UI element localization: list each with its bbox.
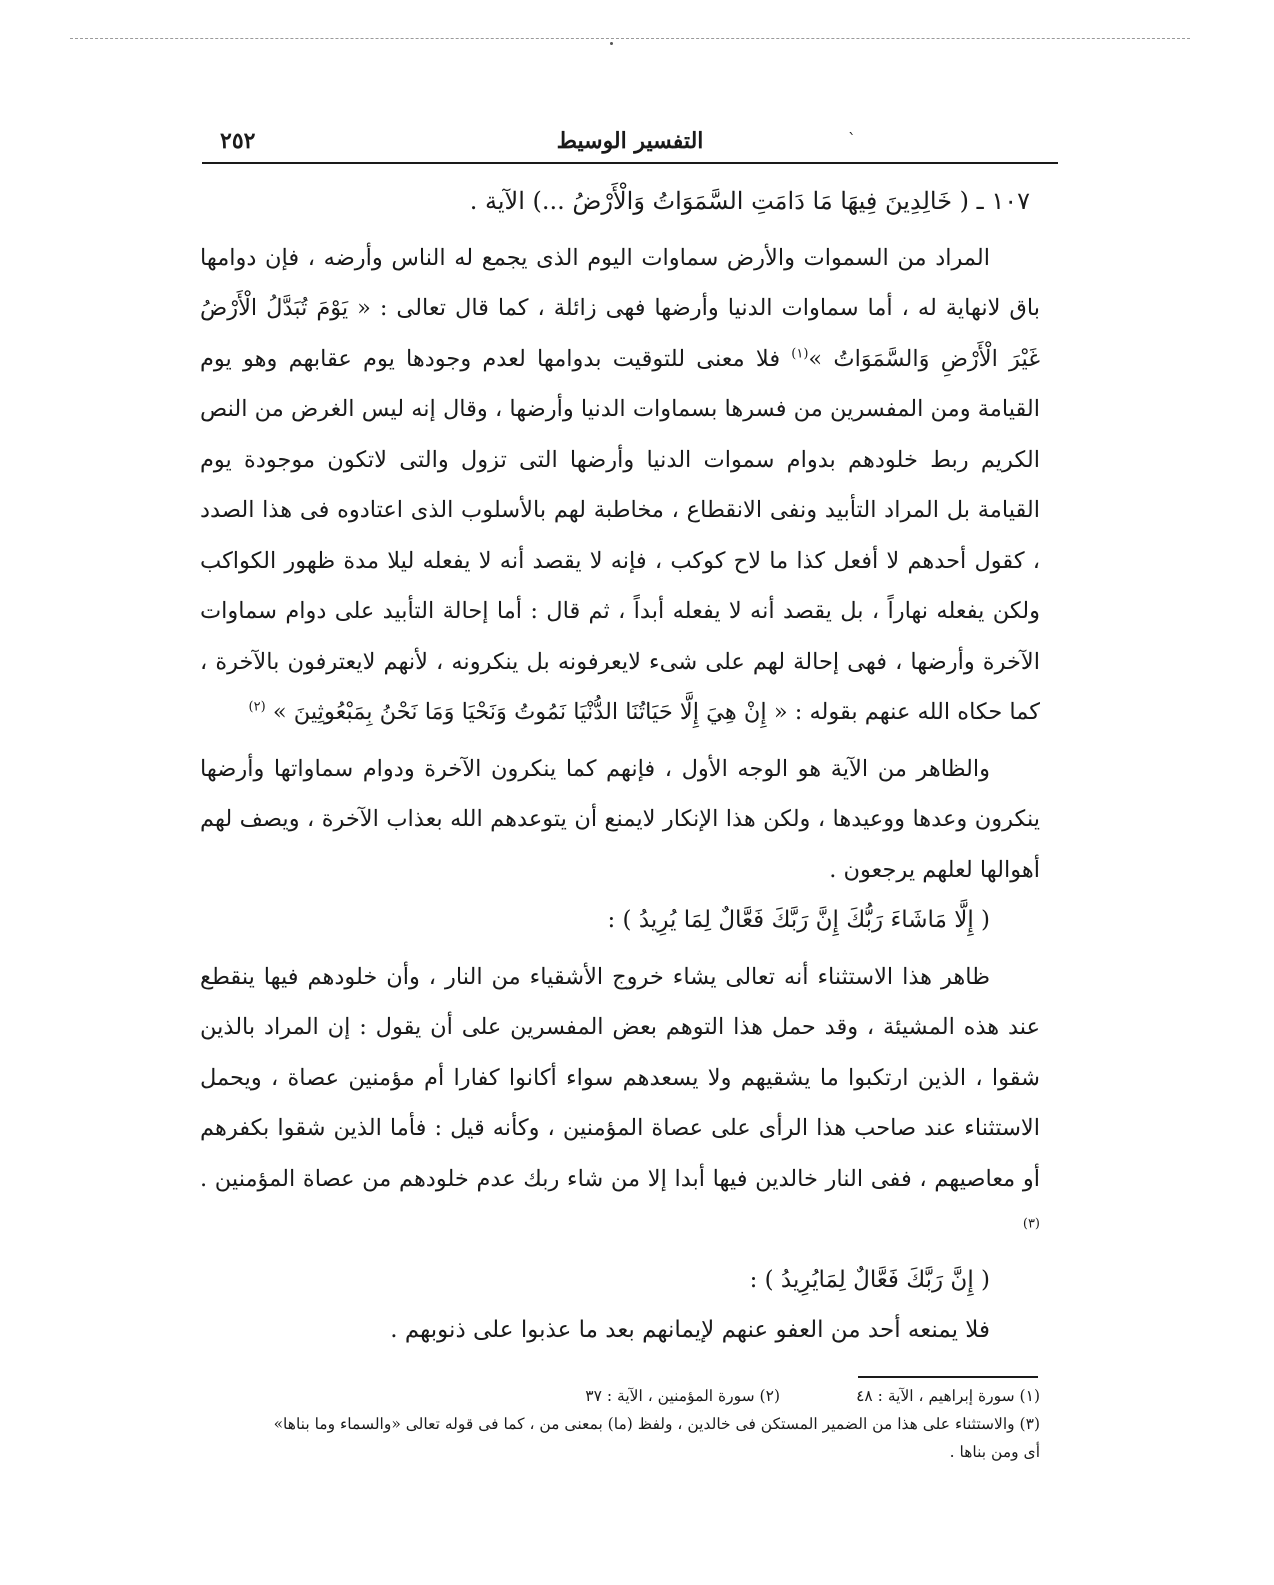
paragraph-2: والظاهر من الآية هو الوجه الأول ، فإنهم كما ينكرون الآخرة ودوام سماواتها وأرضها ينكرون وعدها ووعيدها ، ولكن هذا الإنكار لايمنع أن يتوعدهم الله بعذاب الآخرة ، ويصف لهم أهوالها لعلهم يرجعون . — [200, 755, 1040, 883]
verse-quote-2: ( إِلَّا مَاشَاءَ رَبُّكَ إِنَّ رَبَّكَ فَعَّالٌ لِمَا يُرِيدُ ) : — [607, 907, 990, 933]
footnote-1: (١) سورة إبراهيم ، الآية : ٤٨ — [856, 1387, 1040, 1405]
page-header — [202, 128, 1058, 164]
footnote-ref-3: (٣) — [1022, 1216, 1040, 1232]
footnote-3: (٣) والاستثناء على هذا من الضمير المستكن فى خالدين ، ولفظ (ما) بمعنى من ، كما فى قوله تعالى «والسماء وما بناها» — [273, 1415, 1040, 1433]
paragraph-3-text: ظاهر هذا الاستثناء أنه تعالى يشاء خروج الأشقياء من النار ، وأن خلودهم فيها ينقطع عند هذه المشيئة ، وقد حمل هذا التوهم بعض المفسرين على أن يقول : إن المراد بالذين شقوا ، الذين ارتكبوا ما يشقيهم ولا يسعدهم سواء أكانوا كفارا أم مؤمنين عصاة ، ويحمل الاستثناء عند صاحب هذا الرأى على عصاة المؤمنين ، وكأنه قيل : فأما الذين شقوا بكفرهم أو معاصيهم ، ففى النار خالدين فيها أبدا إلا من شاء ربك عدم خلودهم من عصاة المؤمنين . — [200, 963, 1040, 1192]
paragraph-1-continuation: فلا معنى للتوقيت بدوامها لعدم وجودها يوم عقابهم وهو يوم القيامة ومن المفسرين من فسرها بسماوات الدنيا وأرضها ، وقال إنه ليس الغرض من النص الكريم ربط خلودهم بدوام سموات الدنيا وأرضها التى تزول والتى لاتكون موجودة يوم القيامة بل المراد التأبيد ونفى الانقطاع ، مخاطبة لهم بالأسلوب الذى اعتادوه فى هذا الصدد ، كقول أحدهم لا أفعل كذا ما لاح كوكب ، فإنه لا يقصد أنه لا يفعله ليلا مدة ظهور الكواكب ولكن يفعله نهاراً ، بل يقصد أنه لا يفعله أبداً ، ثم قال : أما إحالة التأبيد على دوام سماوات الآخرة وأرضها ، فهى إحالة لهم على شىء لايعرفونه بل ينكرونه ، لأنهم لايعترفون بالآخرة ، كما حكاه الله عنهم بقوله : « إِنْ هِيَ إِلَّا حَيَاتُنَا الدُّنْيَا نَمُوتُ وَنَحْيَا وَمَا نَحْنُ بِمَبْعُوثِينَ » — [200, 345, 1040, 725]
footnote-separator — [858, 1376, 1038, 1378]
footnote-2: (٢) سورة المؤمنين ، الآية : ٣٧ — [585, 1387, 780, 1405]
page-number: ٢٥٢ — [220, 128, 256, 154]
footnotes — [200, 1382, 1040, 1466]
paragraph-3 — [200, 952, 1040, 1255]
page-body — [200, 176, 1040, 1356]
paragraph-1-text: المراد من السموات والأرض سماوات اليوم الذى يجمع له الناس وأرضه ، فإن دوامها باق لانهاية له ، أما سماوات الدنيا وأرضها فهى زائلة ، كما قال تعالى : « يَوْمَ تُبَدَّلُ الْأَرْضُ غَيْرَ الْأَرْضِ وَالسَّمَوَاتُ » — [200, 244, 1041, 372]
scan-speck — [610, 42, 613, 45]
scan-edge-line — [70, 38, 1190, 39]
footnote-ref-2: (٢) — [248, 699, 266, 715]
footnote-3-continuation: أى ومن بناها . — [949, 1443, 1040, 1461]
verse-quote-3: ( إِنَّ رَبَّكَ فَعَّالٌ لِمَايُرِيدُ ) : — [749, 1266, 990, 1293]
footnote-row — [200, 1382, 1040, 1410]
paragraph-4: فلا يمنعه أحد من العفو عنهم لإيمانهم بعد ما عذبوا على ذنوبهم . — [390, 1317, 990, 1343]
verse-heading: ١٠٧ ـ ( خَالِدِينَ فِيهَا مَا دَامَتِ السَّمَوَاتُ وَالْأَرْضُ ...) الآية . — [469, 187, 1030, 215]
print-mark: ` — [848, 130, 856, 149]
paragraph-1 — [200, 233, 1040, 738]
footnote-ref-1: (١) — [791, 346, 809, 361]
running-title: التفسير الوسيط — [556, 128, 704, 154]
